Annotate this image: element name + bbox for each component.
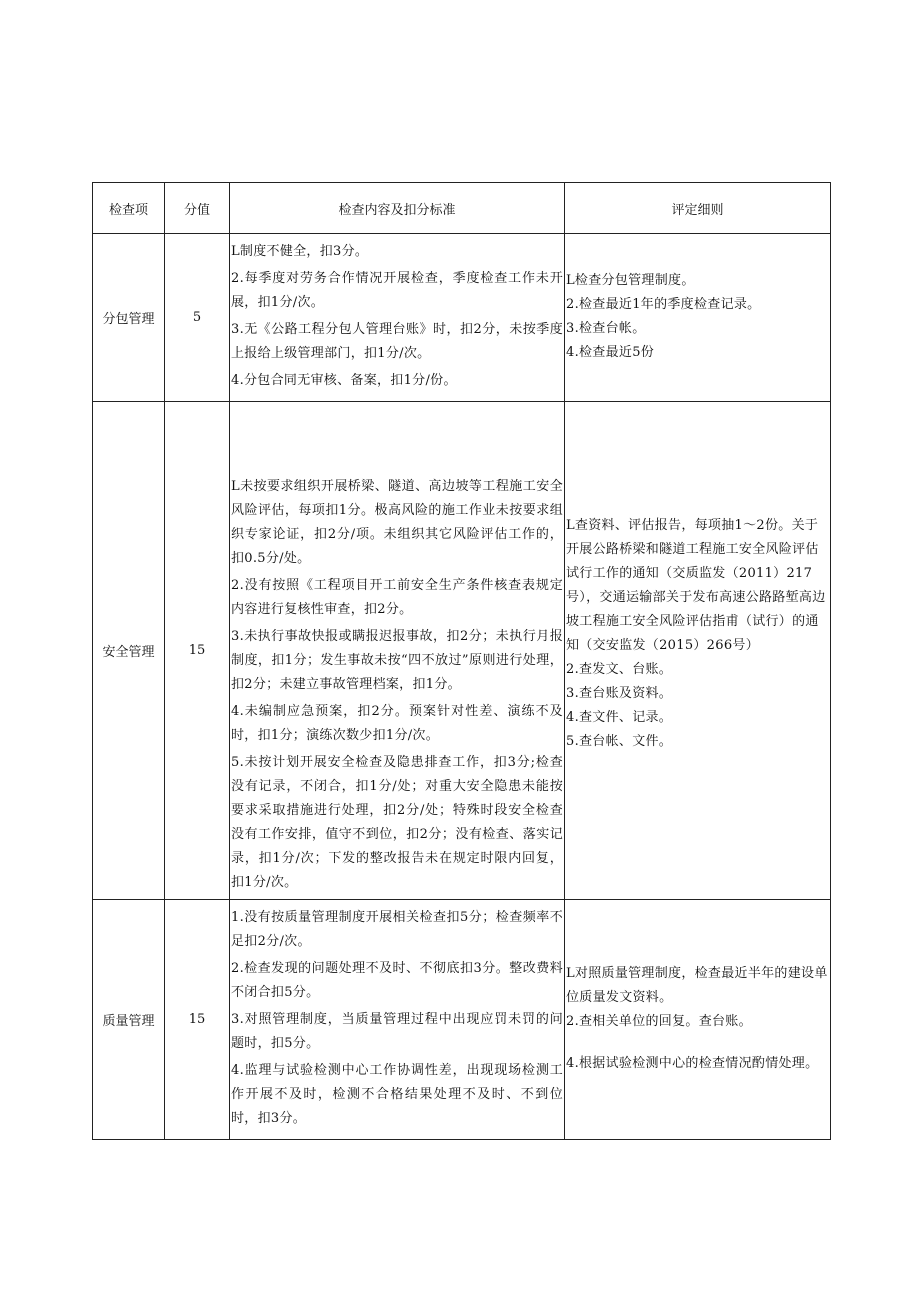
- row-content: [230, 900, 565, 1140]
- content-clause: 1.没有按质量管理制度开展相关检查扣5分；检查频率不足扣2分/次。: [231, 910, 563, 949]
- detail-clause: 2.查发文、台账。: [566, 662, 673, 677]
- row-item-label: 安全管理: [93, 402, 165, 900]
- table-row: [93, 234, 831, 402]
- content-clause: 3.未执行事故快报或瞒报迟报事故，扣2分；未执行月报制度，扣1分；发生事故未按“四不放过”原则进行处理，扣2分；未建立事故管理档案，扣1分。: [231, 629, 563, 692]
- content-clause: L未按要求组织开展桥梁、隧道、高边坡等工程施工安全风险评估，每项扣1分。极高风险的施工作业未按要求组织专家论证，扣2分/项。未组织其它风险评估工作的，扣0.5分/处。: [231, 479, 563, 566]
- detail-clause: L对照质量管理制度，检查最近半年的建设单位质量发文资料。: [566, 965, 828, 1005]
- inspection-table: [92, 182, 831, 1140]
- row-score: 5: [165, 234, 230, 402]
- table-row: [93, 900, 831, 1140]
- row-item-label: 分包管理: [93, 234, 165, 402]
- table-row: [93, 402, 831, 900]
- content-clause: 4.分包合同无审核、备案，扣1分/份。: [231, 373, 457, 388]
- row-score: 15: [165, 900, 230, 1140]
- header-detail: 评定细则: [565, 183, 831, 234]
- row-detail: [565, 402, 831, 900]
- detail-clause: L查资料、评估报告，每项抽1～2份。关于开展公路桥梁和隧道工程施工安全风险评估试行工作的通知（交质监发（2011）217号），交通运输部关于发布高速公路路堑高边坡工程施工安全风险评估指甫（试行）的通知（交安监发（2015）266号）: [566, 518, 826, 653]
- row-content: [230, 234, 565, 402]
- header-content: 检查内容及扣分标准: [230, 183, 565, 234]
- content-clause: 2.每季度对劳务合作情况开展检查，季度检查工作未开展，扣1分/次。: [231, 271, 563, 310]
- row-score: 15: [165, 402, 230, 900]
- detail-clause: 4.查文件、记录。: [566, 710, 673, 725]
- row-detail: [565, 900, 831, 1140]
- content-clause: 4.监理与试验检测中心工作协调性差，出现现场检测工作开展不及时，检测不合格结果处理不及时、不到位时，扣3分。: [231, 1063, 563, 1126]
- content-clause: 3.对照管理制度，当质量管理过程中出现应罚未罚的问题时，扣5分。: [231, 1012, 563, 1051]
- detail-clause: 2.查相关单位的回复。查台账。: [566, 1013, 752, 1029]
- detail-clause: 5.查台帐、文件。: [566, 734, 673, 749]
- content-clause: 2.检查发现的问题处理不及时、不彻底扣3分。整改费料不闭合扣5分。: [231, 961, 563, 1000]
- content-clause: 5.未按计划开展安全检查及隐患排查工作，扣3分;检查没有记录，不闭合，扣1分/处；对重大安全隐患未能按要求采取措施进行处理，扣2分/处；特殊时段安全检查没有工作安排，值守不到位，扣2分；没有检查、落实记录，扣1分/次；下发的整改报告未在规定时限内回复，扣1分/次。: [231, 755, 563, 890]
- table-header-row: [93, 183, 831, 234]
- row-content: [230, 402, 565, 900]
- detail-clause: 3.查台账及资料。: [566, 686, 673, 701]
- detail-clause: 2.检查最近1年的季度检查记录。: [566, 296, 761, 312]
- detail-clause: 4.检查最近5份: [566, 344, 655, 360]
- content-clause: L制度不健全，扣3分。: [231, 244, 369, 259]
- detail-clause: L检查分包管理制度。: [566, 272, 695, 288]
- spacer: [566, 1034, 829, 1052]
- content-clause: 3.无《公路工程分包人管理台账》时，扣2分，未按季度上报给上级管理部门，扣1分/次。: [231, 322, 563, 361]
- detail-clause: 4.根据试验检测中心的检查情况酌情处理。: [566, 1055, 819, 1071]
- row-detail: [565, 234, 831, 402]
- header-score: 分值: [165, 183, 230, 234]
- header-item: 检查项: [93, 183, 165, 234]
- content-clause: 4.未编制应急预案，扣2分。预案针对性差、演练不及时，扣1分；演练次数少扣1分/次。: [231, 704, 563, 743]
- row-item-label: 质量管理: [93, 900, 165, 1140]
- content-clause: 2.没有按照《工程项目开工前安全生产条件核查表规定内容进行复核性审查，扣2分。: [231, 578, 563, 617]
- detail-clause: 3.检查台帐。: [566, 320, 646, 336]
